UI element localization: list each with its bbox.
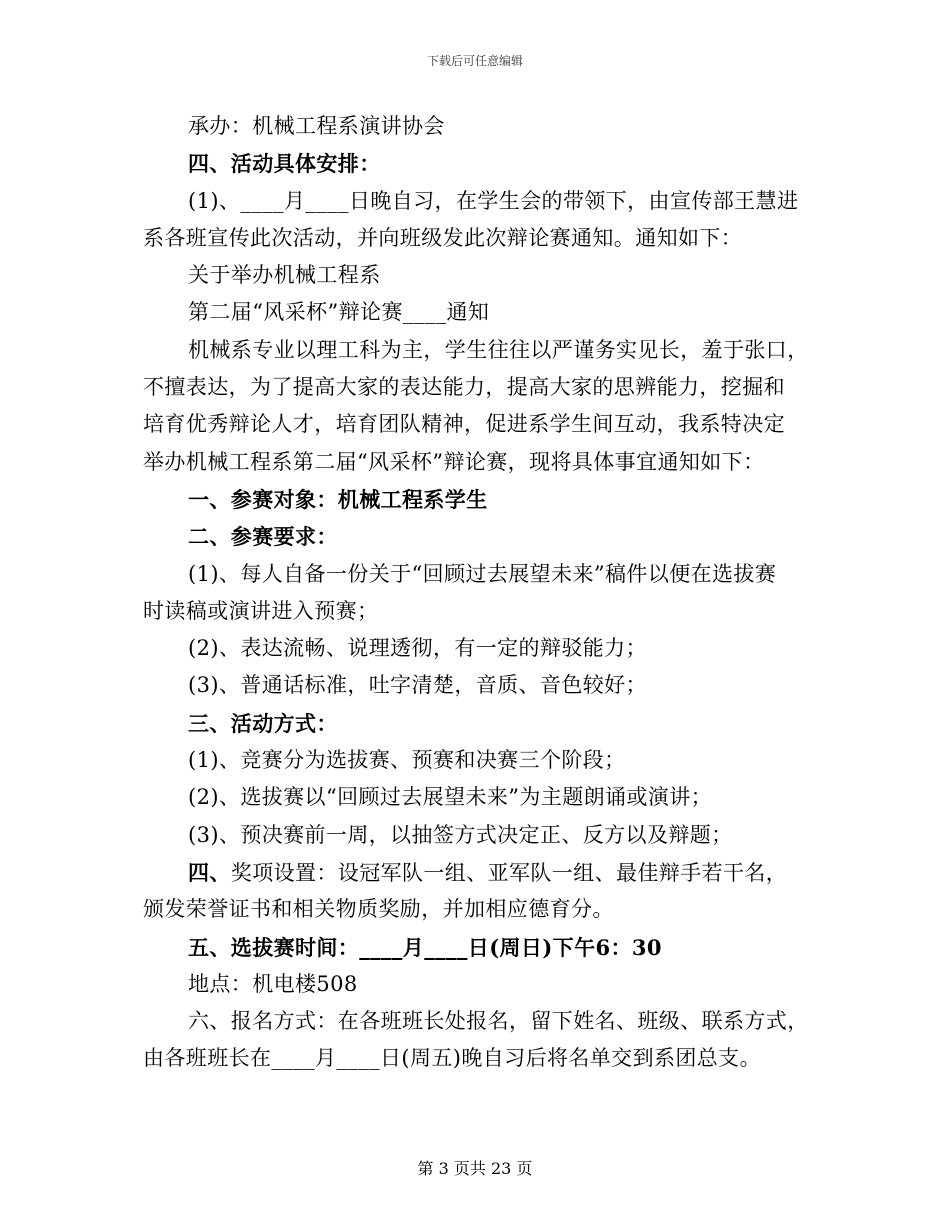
document-body: [143, 108, 808, 1078]
section-heading: 三、活动方式：: [188, 710, 338, 736]
section-heading: 一、参赛对象：机械工程系学生: [188, 486, 488, 512]
section-heading: 五、选拔赛时间：____月____日(周日)下午6：30: [188, 934, 662, 960]
paragraph-line: 六、报名方式：在各班班长处报名，留下姓名、班级、联系方式，: [188, 1009, 809, 1034]
notice-title-line: 第二届“风采杯”辩论赛____通知: [188, 300, 490, 325]
notice-title-line: 关于举办机械工程系: [188, 263, 381, 288]
paragraph-line: 颁发荣誉证书和相关物质奖励，并加相应德育分。: [143, 897, 614, 922]
section-heading: 四、活动具体安排：: [188, 151, 381, 177]
list-item: (3)、预决赛前一周，以抽签方式决定正、反方以及辩题；: [188, 822, 733, 847]
paragraph-line: 不擅表达，为了提高大家的表达能力，提高大家的思辨能力，挖掘和: [143, 375, 785, 400]
paragraph-line: 系各班宣传此次活动，并向班级发此次辩论赛通知。通知如下：: [143, 225, 743, 250]
paragraph-line: (1)、____月____日晚自习，在学生会的带领下，由宣传部王慧进: [188, 188, 799, 213]
page-footer: 第 3 页共 23 页: [417, 1159, 533, 1178]
list-item: (1)、每人自备一份关于“回顾过去展望未来”稿件以便在选拔赛: [188, 561, 777, 586]
location-line: 地点：机电楼508: [188, 971, 358, 996]
award-heading-prefix: 四、: [188, 859, 231, 885]
paragraph-line: 机械系专业以理工科为主，学生往往以严谨务实见长，羞于张口，: [188, 337, 809, 362]
list-item: (2)、选拔赛以“回顾过去展望未来”为主题朗诵或演讲；: [188, 785, 713, 810]
list-item: (2)、表达流畅、说理透彻，有一定的辩驳能力；: [188, 636, 647, 661]
organizer-line: 承办：机械工程系演讲协会: [188, 114, 445, 138]
award-line: [143, 854, 808, 891]
page-header: 下载后可任意编辑: [426, 54, 523, 68]
award-text: 奖项设置：设冠军队一组、亚军队一组、最佳辩手若干名，: [230, 860, 788, 885]
list-item: (1)、竞赛分为选拔赛、预赛和决赛三个阶段；: [188, 748, 626, 773]
section-heading: 二、参赛要求：: [188, 524, 338, 550]
paragraph-line: 举办机械工程系第二届“风采杯”辩论赛，现将具体事宜通知如下：: [143, 449, 765, 474]
list-item: (3)、普通话标准，吐字清楚，音质、音色较好；: [188, 673, 647, 698]
paragraph-line: 由各班班长在____月____日(周五)晚自习后将名单交到系团总支。: [143, 1046, 761, 1071]
list-item-continuation: 时读稿或演讲进入预赛；: [143, 598, 379, 623]
paragraph-line: 培育优秀辩论人才，培育团队精神，促进系学生间互动，我系特决定: [143, 412, 785, 437]
